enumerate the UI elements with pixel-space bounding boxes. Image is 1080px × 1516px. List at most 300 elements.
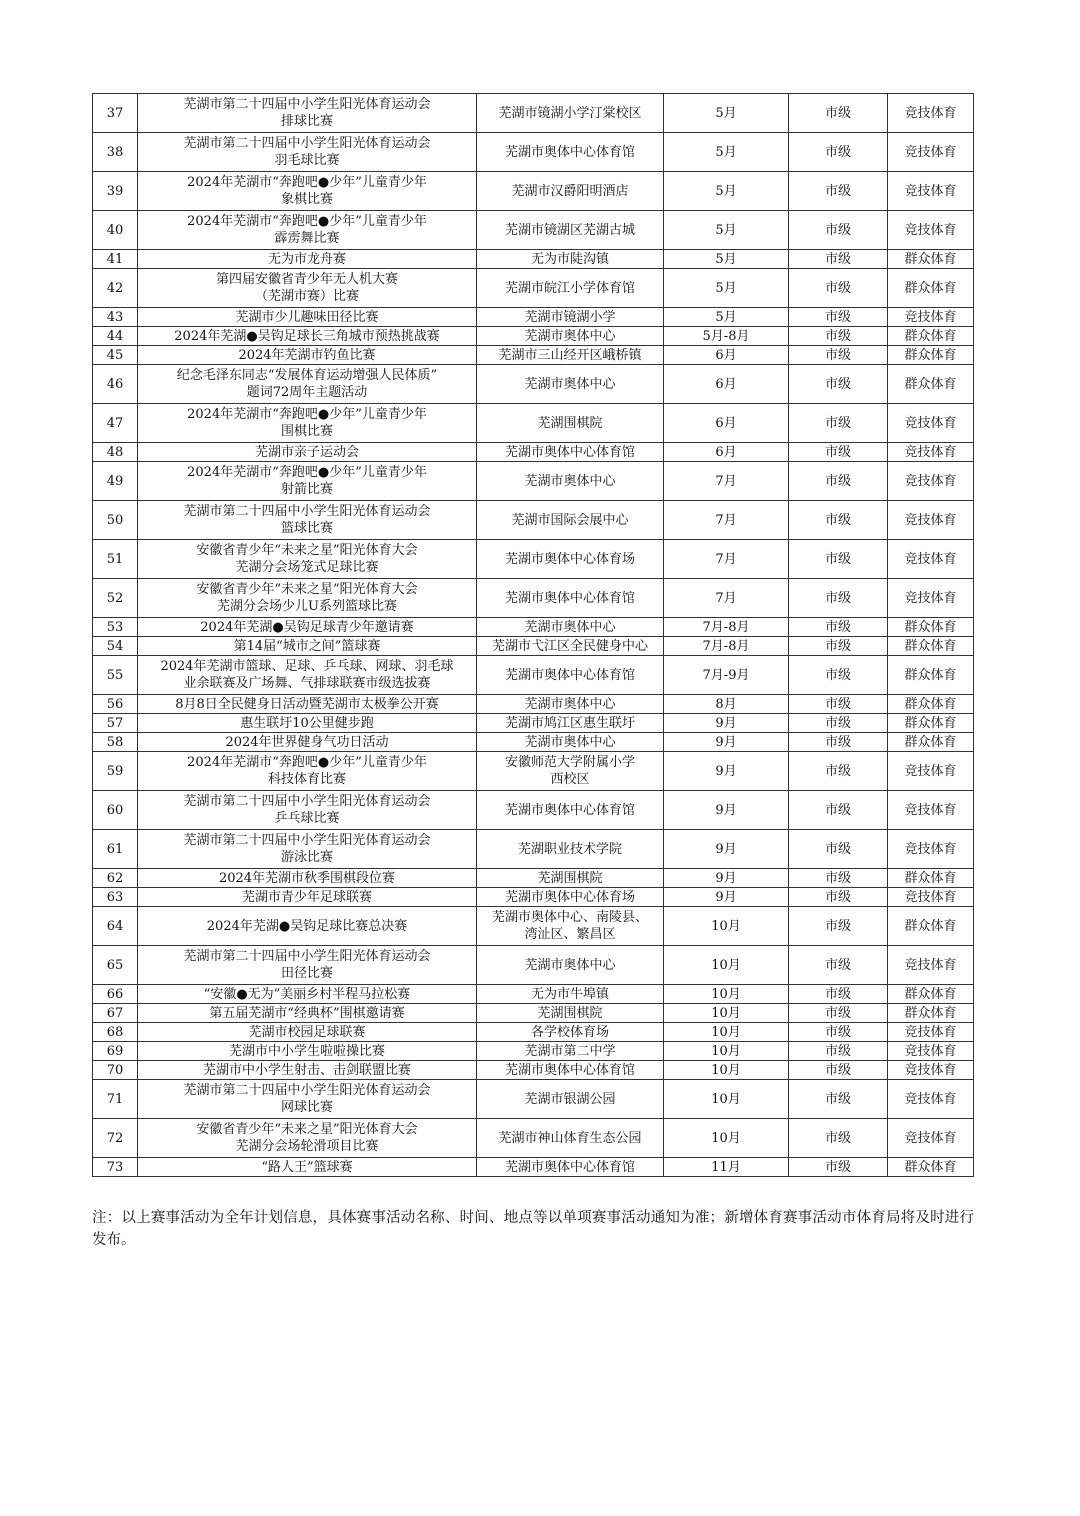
name-line: 芜湖市青少年足球联赛 [241,889,372,905]
name-line: 2024年芜湖●吴钩足球青少年邀请赛 [200,619,414,635]
table-row [93,791,974,830]
row-number: 45 [93,346,138,365]
name-line: 2024年芜湖市篮球、足球、乒乓球、网球、羽毛球 [160,659,454,674]
table-row [93,133,974,172]
name-line: 乒乓球比赛 [274,811,340,826]
event-month: 7月 [664,501,789,540]
event-type: 群众体育 [888,714,974,733]
row-number: 66 [93,985,138,1004]
name-line: 篮球比赛 [280,521,333,536]
event-type: 竞技体育 [888,133,974,172]
event-type: 竞技体育 [888,540,974,579]
event-type: 竞技体育 [888,579,974,618]
event-type: 竞技体育 [888,94,974,133]
venue-line: 芜湖市奥体中心 [524,328,616,344]
event-month: 5月 [664,172,789,211]
event-name [138,133,477,172]
event-venue [477,1042,664,1061]
event-type: 竞技体育 [888,308,974,327]
event-venue [477,1061,664,1080]
table-row [93,946,974,985]
venue-line: 芜湖围棋院 [537,1005,603,1021]
name-line: 芜湖分会场笼式足球比赛 [235,560,379,575]
event-month: 7月-8月 [664,618,789,637]
event-type: 群众体育 [888,618,974,637]
event-level: 市级 [789,1080,888,1119]
table-row [93,1004,974,1023]
name-line: 芜湖市中小学生射击、击剑联盟比赛 [202,1062,411,1078]
event-name [138,1004,477,1023]
event-level: 市级 [789,714,888,733]
event-type: 竞技体育 [888,1042,974,1061]
event-month: 7月 [664,462,789,501]
name-line: 芜湖市第二十四届中小学生阳光体育运动会 [183,136,431,151]
name-line: 2024年芜湖●吴钩足球长三角城市预热挑战赛 [174,328,440,344]
name-line: 网球比赛 [280,1100,333,1115]
event-type: 竞技体育 [888,211,974,250]
event-month: 7月 [664,540,789,579]
row-number: 62 [93,869,138,888]
event-venue [477,327,664,346]
name-line: 芜湖市中小学生啦啦操比赛 [228,1043,385,1059]
event-name [138,94,477,133]
venue-line: 芜湖市奥体中心体育馆 [504,802,635,818]
event-level: 市级 [789,443,888,462]
event-month: 9月 [664,791,789,830]
name-line: “安徽●无为”美丽乡村半程马拉松赛 [203,986,411,1002]
venue-line: 芜湖职业技术学院 [517,841,622,857]
event-venue [477,462,664,501]
row-number: 73 [93,1158,138,1177]
event-type: 竞技体育 [888,752,974,791]
event-venue [477,443,664,462]
name-line: 2024年芜湖市“奔跑吧●少年”儿童青少年 [187,175,427,190]
event-type: 群众体育 [888,346,974,365]
venue-line: 芜湖市奥体中心体育馆 [504,667,635,683]
event-level: 市级 [789,733,888,752]
event-name [138,1158,477,1177]
event-month: 5月 [664,133,789,172]
event-venue [477,133,664,172]
event-level: 市级 [789,579,888,618]
name-line: 2024年芜湖市“奔跑吧●少年”儿童青少年 [187,214,427,229]
event-venue [477,946,664,985]
name-line: 射箭比赛 [280,482,333,497]
event-level: 市级 [789,985,888,1004]
table-row [93,462,974,501]
name-line: 第四届安徽省青少年无人机大赛 [215,272,398,287]
venue-line: 西校区 [550,772,590,787]
table-row [93,1042,974,1061]
row-number: 56 [93,695,138,714]
event-type: 竞技体育 [888,1080,974,1119]
name-line: 安徽省青少年“未来之星”阳光体育大会 [196,1122,418,1137]
row-number: 63 [93,888,138,907]
event-type: 竞技体育 [888,404,974,443]
name-line: 围棋比赛 [280,424,333,439]
event-name [138,308,477,327]
event-venue [477,985,664,1004]
event-month: 10月 [664,1004,789,1023]
event-month: 10月 [664,985,789,1004]
venue-line: 芜湖市奥体中心 [524,734,616,750]
event-name [138,752,477,791]
table-row [93,618,974,637]
name-line: 无为市龙舟赛 [267,251,346,267]
event-level: 市级 [789,830,888,869]
row-number: 49 [93,462,138,501]
event-name [138,830,477,869]
venue-line: 芜湖市银湖公园 [524,1091,616,1107]
event-type: 竞技体育 [888,462,974,501]
event-venue [477,830,664,869]
event-venue [477,94,664,133]
name-line: 芜湖市第二十四届中小学生阳光体育运动会 [183,1083,431,1098]
venue-line: 芜湖市第二中学 [524,1043,616,1059]
event-month: 6月 [664,443,789,462]
event-month: 10月 [664,1042,789,1061]
event-type: 竞技体育 [888,946,974,985]
event-name [138,656,477,695]
event-month: 9月 [664,752,789,791]
name-line: 芜湖市第二十四届中小学生阳光体育运动会 [183,949,431,964]
event-type: 群众体育 [888,1158,974,1177]
event-level: 市级 [789,695,888,714]
row-number: 42 [93,269,138,308]
row-number: 60 [93,791,138,830]
event-month: 9月 [664,869,789,888]
event-name [138,540,477,579]
event-level: 市级 [789,1119,888,1158]
event-level: 市级 [789,462,888,501]
event-venue [477,869,664,888]
name-line: 田径比赛 [280,966,333,981]
table-row [93,327,974,346]
row-number: 67 [93,1004,138,1023]
event-name [138,985,477,1004]
venue-line: 芜湖市奥体中心体育馆 [504,444,635,460]
event-name [138,250,477,269]
event-month: 7月-9月 [664,656,789,695]
event-level: 市级 [789,907,888,946]
event-level: 市级 [789,269,888,308]
table-row [93,501,974,540]
table-row [93,907,974,946]
event-venue [477,211,664,250]
event-type: 竞技体育 [888,1023,974,1042]
event-venue [477,888,664,907]
event-type: 群众体育 [888,637,974,656]
row-number: 53 [93,618,138,637]
event-venue [477,308,664,327]
event-type: 群众体育 [888,656,974,695]
event-venue [477,907,664,946]
event-name [138,714,477,733]
event-month: 6月 [664,365,789,404]
venue-line: 芜湖市奥体中心 [524,619,616,635]
venue-line: 芜湖市奥体中心体育馆 [504,1159,635,1175]
row-number: 58 [93,733,138,752]
table-row [93,211,974,250]
venue-line: 芜湖市奥体中心体育场 [504,889,635,905]
row-number: 64 [93,907,138,946]
event-level: 市级 [789,656,888,695]
event-level: 市级 [789,1004,888,1023]
venue-line: 芜湖市鸠江区惠生联圩 [504,715,635,731]
table-row [93,1158,974,1177]
table-row [93,1119,974,1158]
name-line: 安徽省青少年“未来之星”阳光体育大会 [196,543,418,558]
event-level: 市级 [789,1042,888,1061]
table-row [93,346,974,365]
name-line: 芜湖市第二十四届中小学生阳光体育运动会 [183,794,431,809]
event-name [138,888,477,907]
venue-line: 安徽师范大学附属小学 [504,755,635,770]
event-name [138,211,477,250]
event-level: 市级 [789,946,888,985]
venue-line: 芜湖市奥体中心 [524,473,616,489]
table-row [93,269,974,308]
table-row [93,308,974,327]
event-month: 6月 [664,404,789,443]
table-row [93,404,974,443]
name-line: 科技体育比赛 [267,772,346,787]
table-row [93,1023,974,1042]
row-number: 55 [93,656,138,695]
venue-line: 无为市陡沟镇 [530,251,609,267]
event-level: 市级 [789,365,888,404]
row-number: 61 [93,830,138,869]
event-type: 群众体育 [888,250,974,269]
event-month: 9月 [664,714,789,733]
event-month: 10月 [664,1061,789,1080]
event-level: 市级 [789,637,888,656]
event-venue [477,1004,664,1023]
event-venue [477,365,664,404]
event-level: 市级 [789,133,888,172]
event-schedule-table [92,93,974,1177]
event-level: 市级 [789,327,888,346]
table-row [93,830,974,869]
event-level: 市级 [789,501,888,540]
event-type: 群众体育 [888,733,974,752]
venue-line: 无为市牛埠镇 [530,986,609,1002]
event-venue [477,656,664,695]
row-number: 37 [93,94,138,133]
event-name [138,404,477,443]
venue-line: 芜湖市奥体中心 [524,376,616,392]
table-row [93,443,974,462]
event-level: 市级 [789,1061,888,1080]
event-level: 市级 [789,1023,888,1042]
event-type: 竞技体育 [888,172,974,211]
event-type: 竞技体育 [888,1119,974,1158]
table-row [93,869,974,888]
row-number: 41 [93,250,138,269]
row-number: 69 [93,1042,138,1061]
name-line: 第五届芜湖市“经典杯”围棋邀请赛 [209,1005,405,1021]
event-venue [477,346,664,365]
event-venue [477,1080,664,1119]
table-row [93,888,974,907]
name-line: 芜湖市第二十四届中小学生阳光体育运动会 [183,97,431,112]
event-type: 群众体育 [888,1004,974,1023]
event-name [138,695,477,714]
footnote: 注：以上赛事活动为全年计划信息，具体赛事活动名称、时间、地点等以单项赛事活动通知为准；新增体育赛事活动市体育局将及时进行发布。 [92,1210,974,1248]
name-line: 芜湖市亲子运动会 [254,444,359,460]
event-type: 群众体育 [888,695,974,714]
name-line: 2024年芜湖●吴钩足球比赛总决赛 [206,918,408,934]
name-line: 2024年芜湖市“奔跑吧●少年”儿童青少年 [187,755,427,770]
table-row [93,365,974,404]
table-row [93,540,974,579]
table-row [93,172,974,211]
table-row [93,714,974,733]
event-type: 竞技体育 [888,501,974,540]
event-level: 市级 [789,346,888,365]
name-line: 排球比赛 [280,114,333,129]
event-venue [477,269,664,308]
event-type: 竞技体育 [888,1061,974,1080]
event-month: 5月 [664,308,789,327]
venue-line: 芜湖围棋院 [537,870,603,886]
event-name [138,443,477,462]
event-name [138,579,477,618]
name-line: 纪念毛泽东同志“发展体育运动增强人民体质” [176,368,438,383]
event-month: 9月 [664,830,789,869]
event-month: 9月 [664,733,789,752]
venue-line: 芜湖市奥体中心体育馆 [504,144,635,160]
venue-line: 芜湖市奥体中心、南陵县、 [491,910,648,925]
name-line: 惠生联圩10公里健步跑 [240,715,374,731]
row-number: 44 [93,327,138,346]
table-body [93,94,974,1177]
row-number: 72 [93,1119,138,1158]
row-number: 65 [93,946,138,985]
venue-line: 芜湖市镜湖区芜湖古城 [504,222,635,238]
event-month: 11月 [664,1158,789,1177]
event-name [138,462,477,501]
row-number: 68 [93,1023,138,1042]
venue-line: 芜湖市奥体中心体育场 [504,551,635,567]
name-line: 芜湖分会场轮滑项目比赛 [235,1139,379,1154]
table-row [93,637,974,656]
event-venue [477,637,664,656]
event-level: 市级 [789,94,888,133]
event-type: 群众体育 [888,365,974,404]
event-type: 竞技体育 [888,791,974,830]
table-row [93,250,974,269]
event-name [138,637,477,656]
row-number: 46 [93,365,138,404]
venue-line: 芜湖市汉爵阳明酒店 [511,183,629,199]
row-number: 50 [93,501,138,540]
name-line: 2024年芜湖市“奔跑吧●少年”儿童青少年 [187,465,427,480]
row-number: 38 [93,133,138,172]
event-name [138,1119,477,1158]
table-row [93,733,974,752]
event-month: 5月 [664,211,789,250]
event-month: 10月 [664,1119,789,1158]
row-number: 70 [93,1061,138,1080]
table-row [93,94,974,133]
event-name [138,327,477,346]
row-number: 40 [93,211,138,250]
event-name [138,269,477,308]
event-month: 10月 [664,946,789,985]
row-number: 71 [93,1080,138,1119]
name-line: “路人王”篮球赛 [261,1159,353,1175]
row-number: 43 [93,308,138,327]
event-venue [477,714,664,733]
row-number: 52 [93,579,138,618]
event-name [138,946,477,985]
name-line: 芜湖市校园足球联赛 [248,1024,366,1040]
name-line: 霹雳舞比赛 [274,231,340,246]
row-number: 48 [93,443,138,462]
venue-line: 芜湖市奥体中心体育馆 [504,1062,635,1078]
name-line: 2024年芜湖市秋季围棋段位赛 [218,870,396,886]
event-venue [477,618,664,637]
event-level: 市级 [789,540,888,579]
row-number: 51 [93,540,138,579]
row-number: 39 [93,172,138,211]
event-level: 市级 [789,618,888,637]
venue-line: 芜湖市镜湖小学汀棠校区 [498,105,642,121]
name-line: 2024年芜湖市“奔跑吧●少年”儿童青少年 [187,407,427,422]
event-venue [477,501,664,540]
name-line: 业余联赛及广场舞、气排球联赛市级选拔赛 [183,676,431,691]
event-month: 8月 [664,695,789,714]
event-type: 群众体育 [888,869,974,888]
event-name [138,869,477,888]
venue-line: 芜湖市国际会展中心 [511,512,629,528]
venue-line: 芜湖市镜湖小学 [524,309,616,325]
event-venue [477,733,664,752]
event-name [138,365,477,404]
venue-line: 芜湖市弋江区全民健身中心 [491,638,648,654]
event-name [138,172,477,211]
name-line: 游泳比赛 [280,850,333,865]
event-month: 10月 [664,1023,789,1042]
event-type: 竞技体育 [888,830,974,869]
name-line: （芜湖市赛）比赛 [254,289,359,304]
event-type: 竞技体育 [888,443,974,462]
venue-line: 各学校体育场 [530,1024,609,1040]
table-row [93,656,974,695]
name-line: 芜湖市第二十四届中小学生阳光体育运动会 [183,504,431,519]
table-row [93,1061,974,1080]
event-month: 6月 [664,346,789,365]
name-line: 羽毛球比赛 [274,153,340,168]
event-level: 市级 [789,250,888,269]
name-line: 安徽省青少年“未来之星”阳光体育大会 [196,582,418,597]
event-venue [477,695,664,714]
row-number: 57 [93,714,138,733]
event-venue [477,1023,664,1042]
event-name [138,1042,477,1061]
event-venue [477,250,664,269]
event-month: 7月-8月 [664,637,789,656]
name-line: 题词72周年主题活动 [246,385,368,400]
event-name [138,346,477,365]
name-line: 芜湖分会场少儿U系列篮球比赛 [217,599,397,614]
table-row [93,579,974,618]
venue-line: 湾沚区、繁昌区 [524,927,616,942]
venue-line: 芜湖市奥体中心 [524,696,616,712]
name-line: 第14届“城市之间”篮球赛 [233,638,381,654]
event-month: 7月 [664,579,789,618]
